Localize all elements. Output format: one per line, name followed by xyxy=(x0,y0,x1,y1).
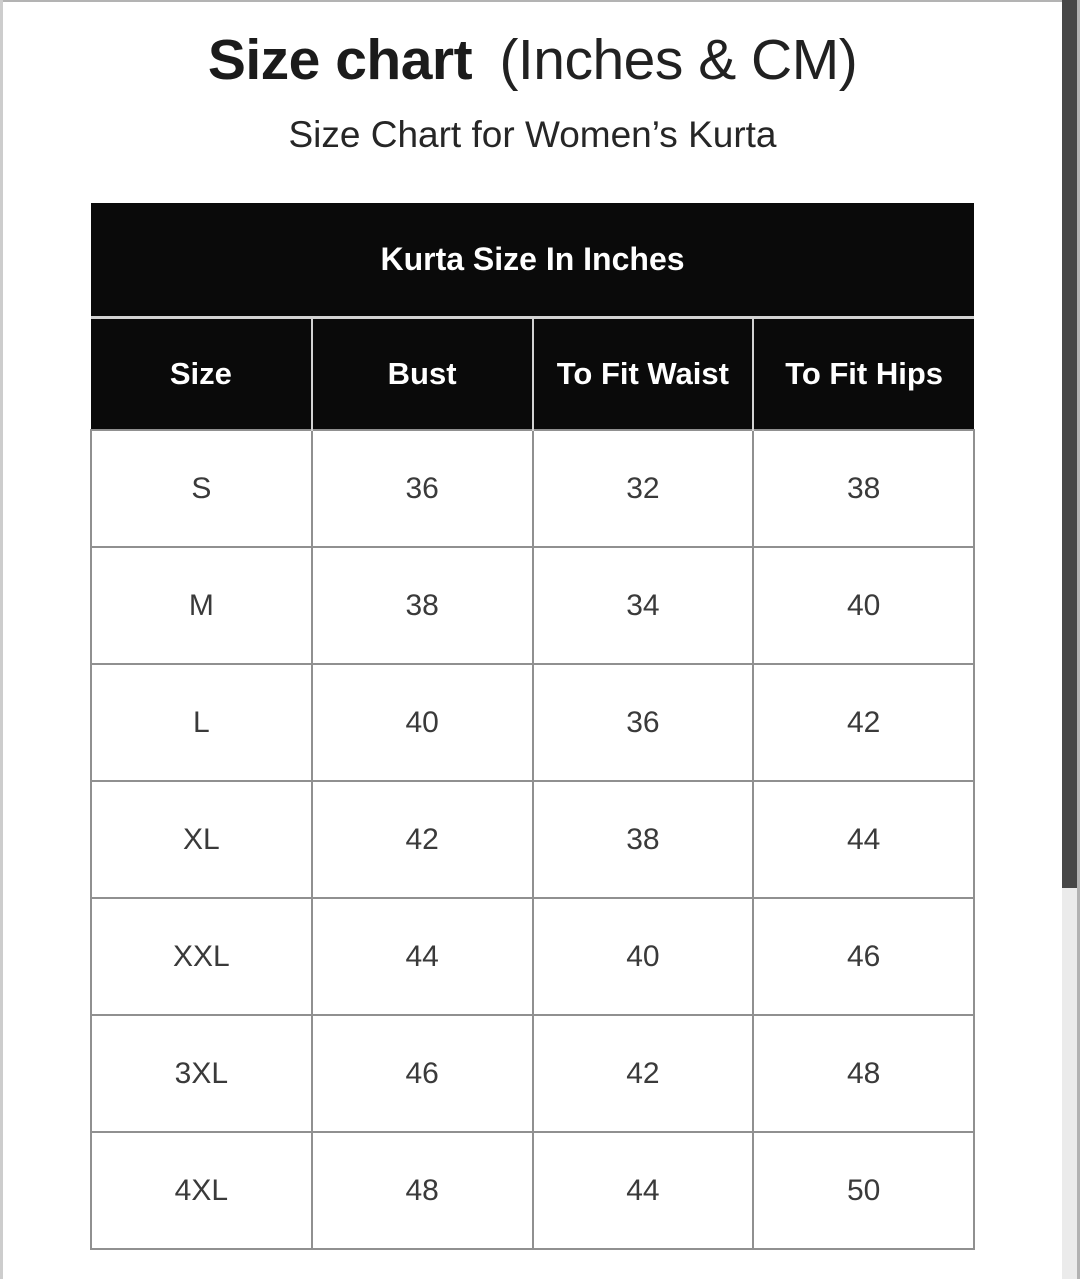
table-row xyxy=(91,1015,974,1132)
page-title xyxy=(3,28,1062,92)
vertical-scrollbar-thumb[interactable] xyxy=(1062,0,1077,888)
hips-cell: 42 xyxy=(753,664,974,781)
table-row xyxy=(91,430,974,547)
bust-cell: 44 xyxy=(312,898,533,1015)
column-header-bust: Bust xyxy=(312,317,533,430)
waist-cell: 38 xyxy=(533,781,754,898)
waist-cell: 40 xyxy=(533,898,754,1015)
page-title-main: Size chart xyxy=(207,28,473,92)
waist-cell: 34 xyxy=(533,547,754,664)
kurta-size-table xyxy=(90,203,975,1250)
page-title-suffix: (Inches & CM) xyxy=(499,28,858,92)
table-row xyxy=(91,547,974,664)
hips-cell: 44 xyxy=(753,781,974,898)
waist-cell: 42 xyxy=(533,1015,754,1132)
bust-cell: 40 xyxy=(312,664,533,781)
waist-cell: 44 xyxy=(533,1132,754,1249)
hips-cell: 50 xyxy=(753,1132,974,1249)
bust-cell: 42 xyxy=(312,781,533,898)
size-cell: 3XL xyxy=(91,1015,312,1132)
column-header-waist: To Fit Waist xyxy=(533,317,754,430)
page-left-border xyxy=(0,0,3,1279)
table-row xyxy=(91,781,974,898)
bust-cell: 38 xyxy=(312,547,533,664)
table-row xyxy=(91,898,974,1015)
bust-cell: 48 xyxy=(312,1132,533,1249)
size-cell: S xyxy=(91,430,312,547)
table-band-title: Kurta Size In Inches xyxy=(91,203,974,317)
table-band-row xyxy=(91,203,974,317)
size-cell: XXL xyxy=(91,898,312,1015)
table-column-header-row xyxy=(91,317,974,430)
hips-cell: 38 xyxy=(753,430,974,547)
bust-cell: 46 xyxy=(312,1015,533,1132)
size-cell: 4XL xyxy=(91,1132,312,1249)
page-subtitle: Size Chart for Women’s Kurta xyxy=(288,114,777,155)
waist-cell: 32 xyxy=(533,430,754,547)
size-cell: M xyxy=(91,547,312,664)
size-cell: XL xyxy=(91,781,312,898)
hips-cell: 48 xyxy=(753,1015,974,1132)
hips-cell: 40 xyxy=(753,547,974,664)
size-cell: L xyxy=(91,664,312,781)
hips-cell: 46 xyxy=(753,898,974,1015)
table-row xyxy=(91,664,974,781)
bust-cell: 36 xyxy=(312,430,533,547)
table-row xyxy=(91,1132,974,1249)
waist-cell: 36 xyxy=(533,664,754,781)
column-header-size: Size xyxy=(91,317,312,430)
column-header-hips: To Fit Hips xyxy=(753,317,974,430)
size-chart-page xyxy=(3,2,1062,1207)
